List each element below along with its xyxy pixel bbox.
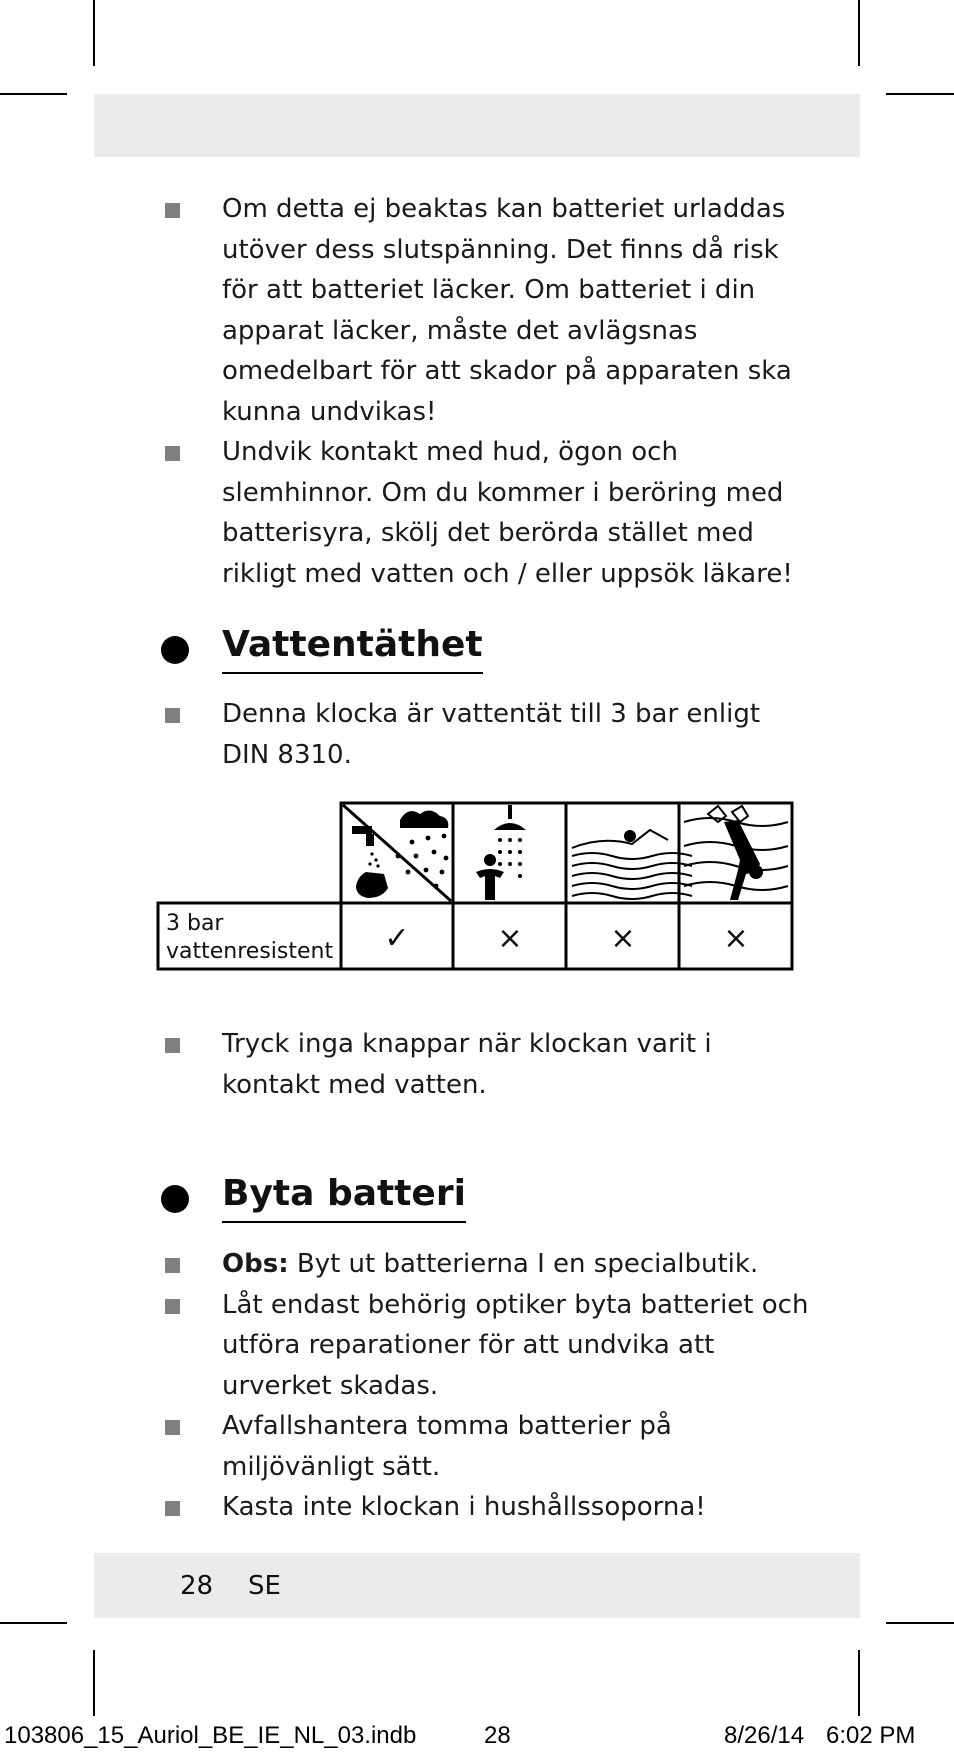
- table-row-label: 3 bar: [166, 911, 224, 936]
- battery-bullet-list: [0, 1244, 954, 1528]
- cross-icon: ×: [497, 921, 523, 956]
- list-item: [0, 1406, 954, 1487]
- list-item-text: Tryck inga knappar när klockan varit i kontakt med vatten.: [222, 1029, 712, 1100]
- checkmark-icon: ✓: [384, 921, 410, 956]
- bullet-square: [165, 1038, 180, 1053]
- table-row-label: vattenresistent: [166, 939, 334, 964]
- page-number: 28: [180, 1571, 214, 1601]
- list-item: [0, 1024, 954, 1105]
- list-item-bold-prefix: Obs:: [222, 1249, 289, 1279]
- list-item: [0, 1285, 954, 1407]
- cross-icon: ×: [723, 921, 749, 956]
- bullet-square: [165, 1299, 180, 1314]
- list-item-text: Kasta inte klockan i hushållssoporna!: [222, 1492, 706, 1522]
- bullet-square: [165, 1258, 180, 1273]
- list-item-text: Avfallshantera tomma batterier på miljövänligt sätt.: [222, 1411, 672, 1482]
- crop-mark: [93, 1650, 95, 1716]
- slug-date: 8/26/14: [724, 1722, 805, 1749]
- crop-mark: [886, 1622, 954, 1624]
- heading-bullet-dot: [161, 1185, 189, 1213]
- bullet-square: [165, 1501, 180, 1516]
- slug-page: 28: [484, 1722, 511, 1749]
- swimming-icon: [572, 830, 692, 899]
- heading-text: Byta batteri: [222, 1169, 466, 1223]
- slug-time: 6:02 PM: [826, 1722, 916, 1749]
- crop-mark: [858, 1650, 860, 1716]
- list-item-text: Om detta ej beaktas kan batteriet urladdas utöver dess slutspänning. Det finns då risk för att batteriet läcker. Om batteriet i din apparat läcker, måste det avlägsnas omedelbart för att skador på apparaten ska kunna undvikas!: [222, 194, 792, 427]
- list-item-text: Byt ut batterierna I en specialbutik.: [288, 1249, 759, 1279]
- water-after-bullet-list: [0, 1024, 954, 1105]
- heading-text: Vattentäthet: [222, 620, 483, 674]
- list-item: [0, 1244, 954, 1285]
- language-code: SE: [248, 1571, 281, 1601]
- slug-filename: 103806_15_Auriol_BE_IE_NL_03.indb: [4, 1722, 417, 1749]
- cross-icon: ×: [610, 921, 636, 956]
- list-item-text: Låt endast behörig optiker byta batteriet och utföra reparationer för att undvika att urverket skadas.: [222, 1289, 809, 1401]
- list-item-text: Denna klocka är vattentät till 3 bar enligt DIN 8310.: [222, 699, 761, 770]
- shower-icon: [476, 805, 526, 900]
- diving-icon: [684, 806, 788, 900]
- list-item: [0, 1487, 954, 1528]
- splash-rain-icon: [343, 805, 451, 901]
- list-item-text: Undvik kontakt med hud, ögon och slemhinnor. Om du kommer i beröring med batterisyra, skölj det berörda stället med rikligt med vatten och / eller uppsök läkare!: [222, 437, 793, 589]
- crop-mark: [0, 1622, 67, 1624]
- bullet-square: [165, 1420, 180, 1435]
- section-heading-battery: [0, 1169, 954, 1229]
